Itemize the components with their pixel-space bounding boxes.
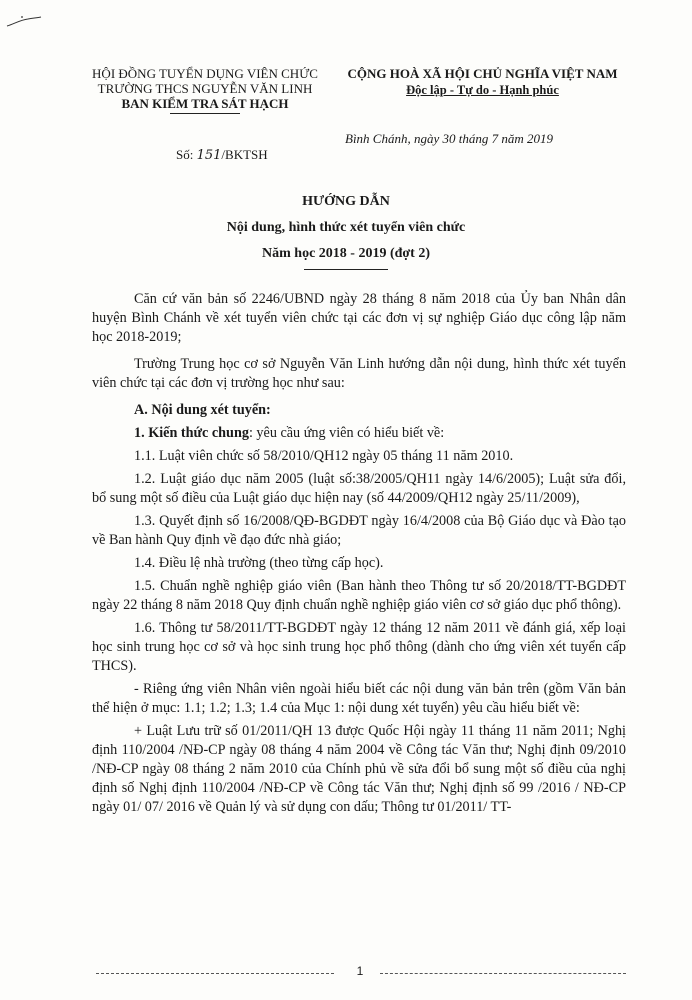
item-1-1: 1.1. Luật viên chức số 58/2010/QH12 ngày 05 tháng 11 năm 2010.: [134, 448, 514, 464]
authority-underline: [170, 113, 240, 114]
item-1-3: 1.3. Quyết định số 16/2008/QĐ-BGDĐT ngày 16/4/2008 của Bộ Giáo dục và Đào tạo về Ban hành Quy định về đạo đức nhà giáo;: [92, 513, 626, 548]
document-number: [176, 147, 268, 163]
paragraph-intro: Trường Trung học cơ sở Nguyễn Văn Linh hướng dẫn nội dung, hình thức xét tuyển viên chức tại các đơn vị trường học như sau:: [92, 356, 626, 391]
page-number: 1: [356, 964, 364, 978]
general-knowledge-lead: 1. Kiến thức chung: [134, 425, 249, 441]
document-title: [0, 189, 692, 270]
footer-rule-left: [96, 973, 334, 974]
footer-rule-right: [380, 973, 626, 974]
item-1-2: 1.2. Luật giáo dục năm 2005 (luật số:38/2005/QH11 ngày 14/6/2005); Luật sửa đổi, bổ sung một số điều của Luật giáo dục hiện nay (số 44/2009/QH12 ngày 25/11/2009),: [92, 471, 626, 506]
national-motto: Độc lập - Tự do - Hạnh phúc: [406, 83, 559, 97]
doc-number-value: 151: [196, 148, 222, 163]
paragraph-legal-basis: Căn cứ văn bản số 2246/UBND ngày 28 tháng 8 năm 2018 của Ủy ban Nhân dân huyện Bình Chánh về xét tuyển viên chức tại các đơn vị sự nghiệp Giáo dục công lập năm học 2018-2019;: [92, 291, 626, 345]
section-a-heading: A. Nội dung xét tuyển:: [134, 402, 271, 418]
item-1-5: 1.5. Chuẩn nghề nghiệp giáo viên (Ban hành theo Thông tư số 20/2018/TT-BGDĐT ngày 22 tháng 8 năm 2018 Quy định chuẩn nghề nghiệp giáo viên cơ sở giáo dục phổ thông).: [92, 578, 626, 613]
pen-mark-scribble: [6, 14, 42, 28]
date-line: Bình Chánh, ngày 30 tháng 7 năm 2019: [345, 131, 553, 146]
authority-line-1: HỘI ĐỒNG TUYỂN DỤNG VIÊN CHỨC: [92, 66, 318, 81]
staff-requirement-paragraph: - Riêng ứng viên Nhân viên ngoài hiểu biết các nội dung văn bản trên (gồm Văn bản thể hiện ở mục: 1.1; 1.2; 1.3; 1.4 của Mục 1: nội dung xét tuyển) yêu cầu hiểu biết về:: [92, 681, 626, 716]
general-knowledge-paragraph: [92, 424, 626, 443]
item-1-4: 1.4. Điều lệ nhà trường (theo từng cấp học).: [134, 555, 384, 571]
doc-number-prefix: Số:: [176, 147, 194, 162]
title-line-1: HƯỚNG DẪN: [302, 194, 390, 209]
title-line-2: Nội dung, hình thức xét tuyển viên chức: [226, 220, 466, 235]
general-knowledge-text: : yêu cầu ứng viên có hiểu biết về:: [248, 425, 445, 441]
archive-law-paragraph: + Luật Lưu trữ số 01/2011/QH 13 được Quốc Hội ngày 11 tháng 11 năm 2011; Nghị định 110/2004 /NĐ-CP ngày 08 tháng 4 năm 2004 về Công tác Văn thư; Nghị định 09/2010 /NĐ-CP ngày 08 tháng 2 năm 2010 của Chính phủ về sửa đổi bổ sung một số điều của nghị định số Nghị định 110/2004 /NĐ-CP về Công tác Văn thư; Nghị định số 99 /2016 / NĐ-CP ngày 01/ 07/ 2016 về Quản lý và sử dụng con dấu; Thông tư 01/2011/ TT-: [92, 723, 626, 815]
issuing-authority-header: [80, 66, 330, 114]
title-underline: [304, 269, 388, 270]
title-line-3: Năm học 2018 - 2019 (đợt 2): [262, 246, 430, 261]
authority-line-3: BAN KIỂM TRA SÁT HẠCH: [121, 96, 289, 111]
national-header: [340, 66, 625, 98]
authority-line-2: TRƯỜNG THCS NGUYỄN VĂN LINH: [97, 81, 313, 96]
document-body: [92, 290, 626, 821]
item-1-6: 1.6. Thông tư 58/2011/TT-BGDĐT ngày 12 tháng 12 năm 2011 về đánh giá, xếp loại học sinh trung học cơ sở và học sinh trung học phổ thông (dành cho ứng viên xét tuyển cấp THCS).: [92, 620, 626, 674]
doc-number-suffix: /BKTSH: [221, 147, 268, 162]
national-title: CỘNG HOÀ XÃ HỘI CHỦ NGHĨA VIỆT NAM: [347, 66, 618, 81]
